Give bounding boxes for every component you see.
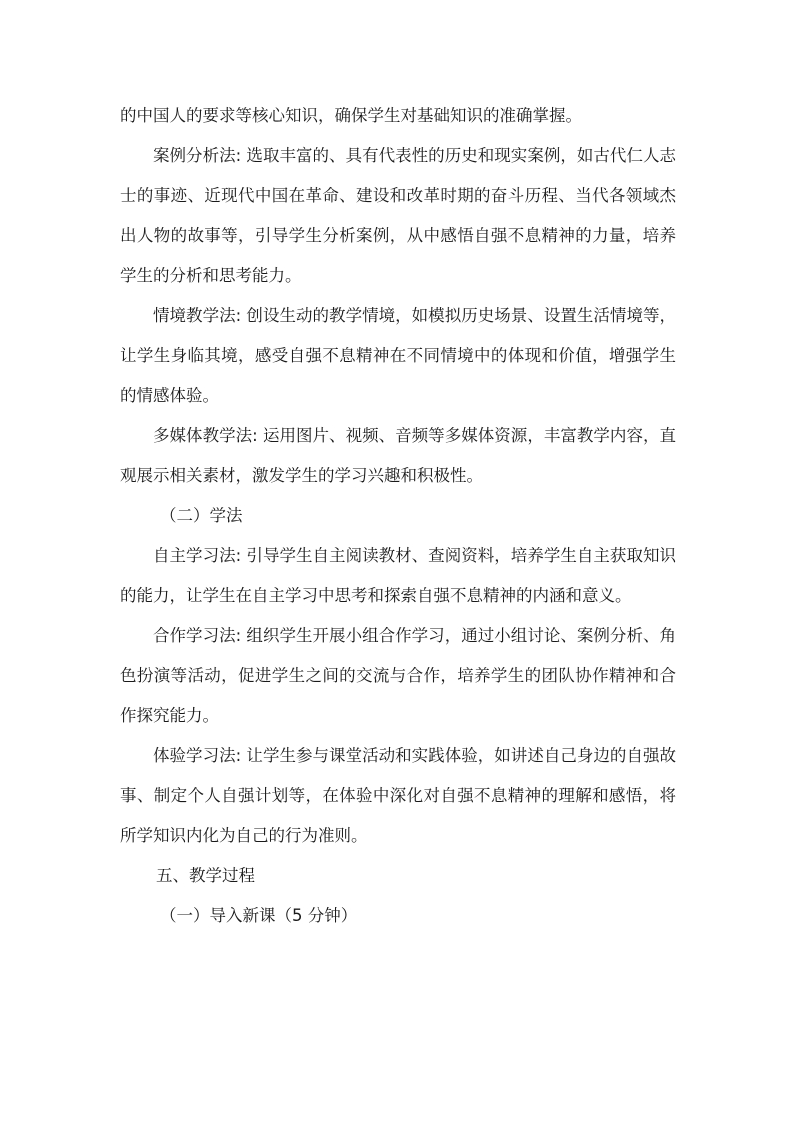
paragraph-experiential-learning: 体验学习法: 让学生参与课堂活动和实践体验，如讲述自己身边的自强故事、制定个人自强计划等，在体验中深化对自强不息精神的理解和感悟，将所学知识内化为自己的行为准则。 (120, 746, 676, 845)
paragraph-case-analysis: 案例分析法: 选取丰富的、具有代表性的历史和现实案例，如古代仁人志士的事迹、近现代中国在革命、建设和改革时期的奋斗历程、当代各领域杰出人物的故事等，引导学生分析案例，从中感悟自强不息精神的力量，培养学生的分析和思考能力。 (120, 146, 676, 285)
paragraph-continuation: 的中国人的要求等核心知识，确保学生对基础知识的准确掌握。 (120, 106, 582, 125)
document-body (120, 96, 676, 936)
section-heading-learning-methods: （二）学法 (160, 506, 243, 525)
paragraph-self-study: 自主学习法: 引导学生自主阅读教材、查阅资料，培养学生自主获取知识的能力，让学生在自主学习中思考和探索自强不息精神的内涵和意义。 (120, 546, 676, 605)
section-heading-introduction: （一）导入新课（5 分钟） (160, 906, 358, 925)
paragraph-cooperative-learning: 合作学习法: 组织学生开展小组合作学习，通过小组讨论、案例分析、角色扮演等活动，促进学生之间的交流与合作，培养学生的团队协作精神和合作探究能力。 (120, 626, 676, 725)
paragraph-multimedia-teaching: 多媒体教学法: 运用图片、视频、音频等多媒体资源，丰富教学内容，直观展示相关素材，激发学生的学习兴趣和积极性。 (120, 426, 676, 485)
paragraph-situational-teaching: 情境教学法: 创设生动的教学情境，如模拟历史场景、设置生活情境等，让学生身临其境，感受自强不息精神在不同情境中的体现和价值，增强学生的情感体验。 (120, 306, 676, 405)
section-heading-teaching-process: 五、教学过程 (156, 866, 255, 885)
